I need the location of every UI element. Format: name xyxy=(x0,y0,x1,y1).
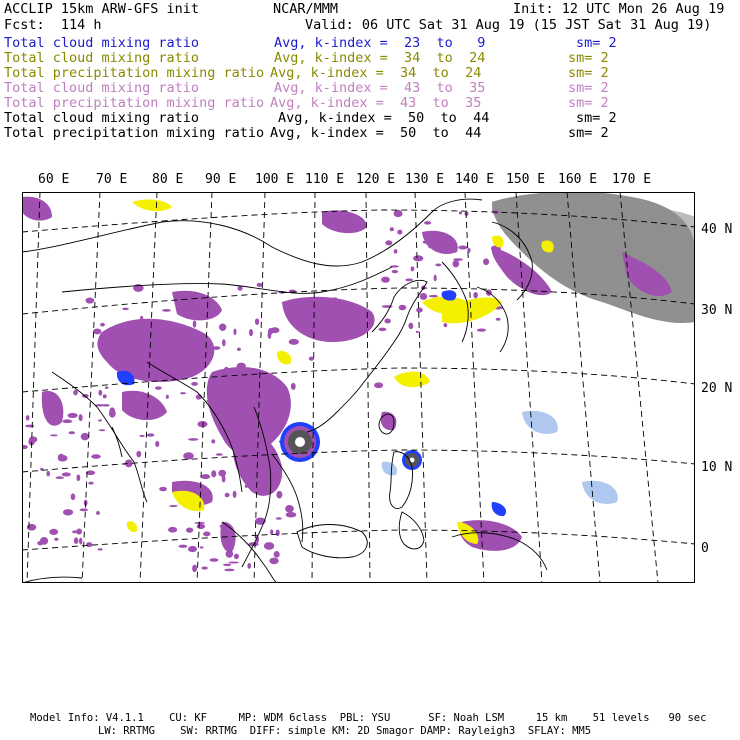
lon-label: 120 E xyxy=(356,172,396,187)
lon-label: 90 E xyxy=(205,172,237,187)
precip-speckle xyxy=(234,554,239,560)
precip-speckle xyxy=(399,305,407,311)
precip-speckle xyxy=(333,297,337,299)
precip-speckle xyxy=(224,384,232,389)
precip-speckle xyxy=(62,472,71,476)
precip-speckle xyxy=(435,263,441,266)
precip-speckle xyxy=(225,410,230,418)
legend-sm-4: sm= 2 xyxy=(568,80,609,96)
precip-speckle xyxy=(408,323,413,329)
precip-speckle xyxy=(264,542,274,550)
precip-speckle xyxy=(255,318,259,325)
lat-label: 40 N xyxy=(701,222,733,237)
precip-speckle xyxy=(154,410,160,413)
precip-speckle xyxy=(212,346,220,350)
precip-speckle xyxy=(81,433,89,441)
footer-physics-info: LW: RRTMG SW: RRTMG DIFF: simple KM: 2D Smagor DAMP: Rayleigh3 SFLAY: MM5 xyxy=(98,725,592,737)
lat-label: 20 N xyxy=(701,381,733,396)
precip-speckle xyxy=(115,334,126,337)
precip-speckle xyxy=(223,564,231,566)
lat-label: 0 xyxy=(701,541,709,556)
precip-speckle xyxy=(225,493,230,498)
lon-label: 170 E xyxy=(612,172,652,187)
precip-speckle xyxy=(166,395,169,399)
precip-speckle xyxy=(85,297,94,303)
legend-avg-1: Avg, k-index = 23 to 9 xyxy=(274,35,486,51)
precip-speckle xyxy=(201,567,208,570)
precip-speckle xyxy=(88,482,93,485)
precip-speckle xyxy=(257,283,263,287)
precip-speckle xyxy=(27,524,36,531)
precip-speckle xyxy=(218,470,226,477)
precip-speckle xyxy=(76,474,80,481)
precip-speckle xyxy=(100,323,105,327)
precip-speckle xyxy=(249,380,259,383)
precip-speckle xyxy=(211,470,216,477)
precip-speckle xyxy=(374,382,383,388)
precip-speckle xyxy=(411,266,415,271)
precip-speckle xyxy=(276,517,282,520)
precip-speckle xyxy=(245,485,248,488)
lon-label: 80 E xyxy=(152,172,184,187)
precip-speckle xyxy=(392,270,398,273)
precip-speckle xyxy=(394,249,398,253)
lat-label: 10 N xyxy=(701,460,733,475)
precip-speckle xyxy=(309,357,314,361)
precip-speckle xyxy=(224,367,230,375)
lat-label: 30 N xyxy=(701,303,733,318)
precip-speckle xyxy=(433,240,442,244)
precip-speckle xyxy=(196,395,202,400)
precip-speckle xyxy=(276,530,280,537)
legend-sm-2: sm= 2 xyxy=(568,50,609,66)
precip-speckle xyxy=(58,454,65,462)
precip-speckle xyxy=(226,550,234,558)
precip-speckle xyxy=(79,414,83,421)
lon-label: 60 E xyxy=(38,172,70,187)
precip-speckle xyxy=(416,307,423,312)
precip-speckle xyxy=(261,418,265,421)
precip-speckle xyxy=(98,419,102,421)
precip-speckle xyxy=(93,329,101,335)
legend-avg-7: Avg, k-index = 50 to 44 xyxy=(270,125,482,141)
lon-label: 70 E xyxy=(96,172,128,187)
precip-speckle xyxy=(224,569,234,572)
precip-speckle xyxy=(390,227,394,231)
precip-speckle xyxy=(211,439,215,443)
org-label: NCAR/MMM xyxy=(273,1,339,17)
precip-speckle xyxy=(394,210,403,217)
legend-sm-5: sm= 2 xyxy=(568,95,609,111)
precip-speckle xyxy=(233,328,236,335)
lon-label: 150 E xyxy=(506,172,546,187)
precip-speckle xyxy=(46,471,50,477)
precip-speckle xyxy=(79,508,88,511)
precip-speckle xyxy=(155,441,159,447)
legend-field-1: Total cloud mixing ratio xyxy=(4,35,200,51)
precip-speckle xyxy=(162,309,171,312)
legend-avg-3: Avg, k-index = 34 to 24 xyxy=(270,65,482,81)
precip-speckle xyxy=(52,407,60,413)
precip-speckle xyxy=(230,382,238,385)
precip-speckle xyxy=(54,538,58,541)
precip-speckle xyxy=(29,436,37,442)
precip-speckle xyxy=(109,407,115,415)
precip-speckle xyxy=(265,385,271,390)
precip-speckle xyxy=(226,541,231,549)
precip-speckle xyxy=(69,431,76,434)
precip-speckle xyxy=(40,537,48,545)
precip-speckle xyxy=(444,323,448,327)
precip-speckle xyxy=(169,505,178,507)
precip-speckle xyxy=(285,505,294,512)
precip-speckle xyxy=(220,525,225,528)
precip-speckle xyxy=(72,530,77,533)
precip-speckle xyxy=(189,482,196,485)
precip-speckle xyxy=(247,563,251,569)
precip-speckle xyxy=(140,316,143,322)
precip-speckle xyxy=(270,327,279,333)
precip-speckle xyxy=(79,538,82,545)
precip-speckle xyxy=(201,474,210,479)
precip-speckle xyxy=(276,491,282,499)
precip-speckle xyxy=(261,447,268,449)
precip-speckle xyxy=(192,565,197,572)
precip-speckle xyxy=(99,429,106,431)
valid-time: Valid: 06 UTC Sat 31 Aug 19 (15 JST Sat 31 Aug 19) xyxy=(305,17,712,33)
precip-speckle xyxy=(105,387,109,389)
precip-speckle xyxy=(286,512,297,517)
precip-speckle xyxy=(185,370,196,375)
precip-speckle xyxy=(206,399,212,402)
forecast-hour: Fcst: 114 h xyxy=(4,17,102,33)
precip-speckle xyxy=(269,558,278,565)
precip-speckle xyxy=(237,348,241,351)
lon-label: 100 E xyxy=(255,172,295,187)
precip-speckle xyxy=(62,419,72,423)
precip-speckle xyxy=(197,524,205,529)
precip-speckle xyxy=(274,551,280,558)
precip-speckle xyxy=(424,221,431,224)
typhoon-west xyxy=(280,422,320,462)
precip-speckle xyxy=(197,421,207,427)
footer-model-info: Model Info: V4.1.1 CU: KF MP: WDM 6class PBL: YSU SF: Noah LSM 15 km 51 levels 90 sec xyxy=(30,712,707,724)
precip-speckle xyxy=(122,308,129,311)
legend-sm-7: sm= 2 xyxy=(568,125,609,141)
precip-speckle xyxy=(385,240,392,245)
precip-speckle xyxy=(191,382,198,386)
precip-speckle xyxy=(91,454,101,459)
precip-speckle xyxy=(166,363,169,369)
precip-speckle xyxy=(131,358,141,366)
lon-label: 110 E xyxy=(305,172,345,187)
precip-speckle xyxy=(429,295,438,298)
precip-speckle xyxy=(423,241,428,244)
precip-speckle xyxy=(86,542,92,547)
model-title: ACCLIP 15km ARW-GFS init xyxy=(4,1,200,17)
precip-speckle xyxy=(139,435,145,437)
legend-field-3: Total precipitation mixing ratio xyxy=(4,65,265,81)
precip-speckle xyxy=(98,390,102,396)
precip-speckle xyxy=(473,292,478,298)
precip-speckle xyxy=(416,331,419,333)
precip-speckle xyxy=(219,324,226,331)
precip-speckle xyxy=(168,527,177,533)
precip-speckle xyxy=(483,258,489,265)
precip-speckle xyxy=(233,491,237,498)
legend-avg-6: Avg, k-index = 50 to 44 xyxy=(278,110,490,126)
lon-label: 160 E xyxy=(558,172,598,187)
init-time: Init: 12 UTC Mon 26 Aug 19 xyxy=(513,1,725,17)
precip-speckle xyxy=(178,545,187,548)
precip-speckle xyxy=(277,408,282,411)
precip-speckle xyxy=(222,339,226,346)
legend-avg-5: Avg, k-index = 43 to 35 xyxy=(270,95,482,111)
precip-speckle xyxy=(397,230,402,235)
precip-speckle xyxy=(458,245,467,249)
precip-speckle xyxy=(96,511,100,515)
precip-speckle xyxy=(249,329,253,336)
precip-speckle xyxy=(159,487,167,491)
precip-speckle xyxy=(103,394,107,398)
precip-speckle xyxy=(289,339,299,345)
forecast-map xyxy=(22,192,695,583)
precip-speckle xyxy=(459,211,462,214)
precip-speckle xyxy=(405,279,413,282)
legend-field-5: Total precipitation mixing ratio xyxy=(4,95,265,111)
precip-speckle xyxy=(496,318,501,321)
precip-speckle xyxy=(477,329,486,332)
legend-field-4: Total cloud mixing ratio xyxy=(4,80,200,96)
precip-speckle xyxy=(268,331,272,339)
precip-speckle xyxy=(291,383,296,390)
precip-speckle xyxy=(413,255,423,261)
precip-speckle xyxy=(452,260,459,267)
precip-speckle xyxy=(222,414,226,417)
legend-sm-6: sm= 2 xyxy=(576,110,617,126)
precip-speckle xyxy=(272,471,275,479)
legend-sm-1: sm= 2 xyxy=(576,35,617,51)
legend-sm-3: sm= 2 xyxy=(568,65,609,81)
precip-speckle xyxy=(155,386,162,389)
precip-speckle xyxy=(183,452,194,459)
precip-speckle xyxy=(381,277,390,283)
precip-speckle xyxy=(224,396,234,400)
lon-label: 130 E xyxy=(405,172,445,187)
precip-speckle xyxy=(136,451,141,457)
precip-speckle xyxy=(246,428,251,434)
legend-avg-2: Avg, k-index = 34 to 24 xyxy=(274,50,486,66)
precip-speckle xyxy=(98,548,103,550)
legend-field-2: Total cloud mixing ratio xyxy=(4,50,200,66)
precip-speckle xyxy=(133,399,140,402)
precip-speckle xyxy=(43,410,47,413)
precip-speckle xyxy=(216,453,223,456)
precip-speckle xyxy=(50,434,58,436)
precip-speckle xyxy=(147,433,155,436)
precip-speckle xyxy=(186,527,193,532)
precip-speckle xyxy=(180,392,186,394)
precip-speckle xyxy=(453,258,463,261)
precip-speckle xyxy=(203,531,210,536)
precip-speckle xyxy=(188,546,197,552)
precip-speckle xyxy=(56,476,64,479)
precip-speckle xyxy=(445,244,454,251)
precip-speckle xyxy=(26,415,30,421)
precip-speckle xyxy=(76,529,82,535)
precip-speckle xyxy=(217,379,225,385)
precip-speckle xyxy=(434,275,437,282)
precip-speckle xyxy=(193,320,197,328)
precip-speckle xyxy=(237,363,246,370)
precip-speckle xyxy=(63,509,73,515)
precip-speckle xyxy=(293,298,300,303)
precip-speckle xyxy=(67,413,77,418)
precip-speckle xyxy=(188,438,198,441)
precip-speckle xyxy=(71,493,76,500)
precip-speckle xyxy=(49,529,58,535)
precip-speckle xyxy=(210,558,219,562)
legend-field-6: Total cloud mixing ratio xyxy=(4,110,200,126)
precip-speckle xyxy=(200,546,204,548)
precip-speckle xyxy=(74,537,78,544)
legend-avg-4: Avg, k-index = 43 to 35 xyxy=(274,80,486,96)
precip-speckle xyxy=(228,561,239,563)
legend-field-7: Total precipitation mixing ratio xyxy=(4,125,265,141)
precip-speckle xyxy=(378,328,386,331)
precip-speckle xyxy=(384,319,391,324)
precip-speckle xyxy=(268,463,276,470)
precip-speckle xyxy=(25,425,34,428)
lon-label: 140 E xyxy=(455,172,495,187)
precip-speckle xyxy=(420,293,427,300)
